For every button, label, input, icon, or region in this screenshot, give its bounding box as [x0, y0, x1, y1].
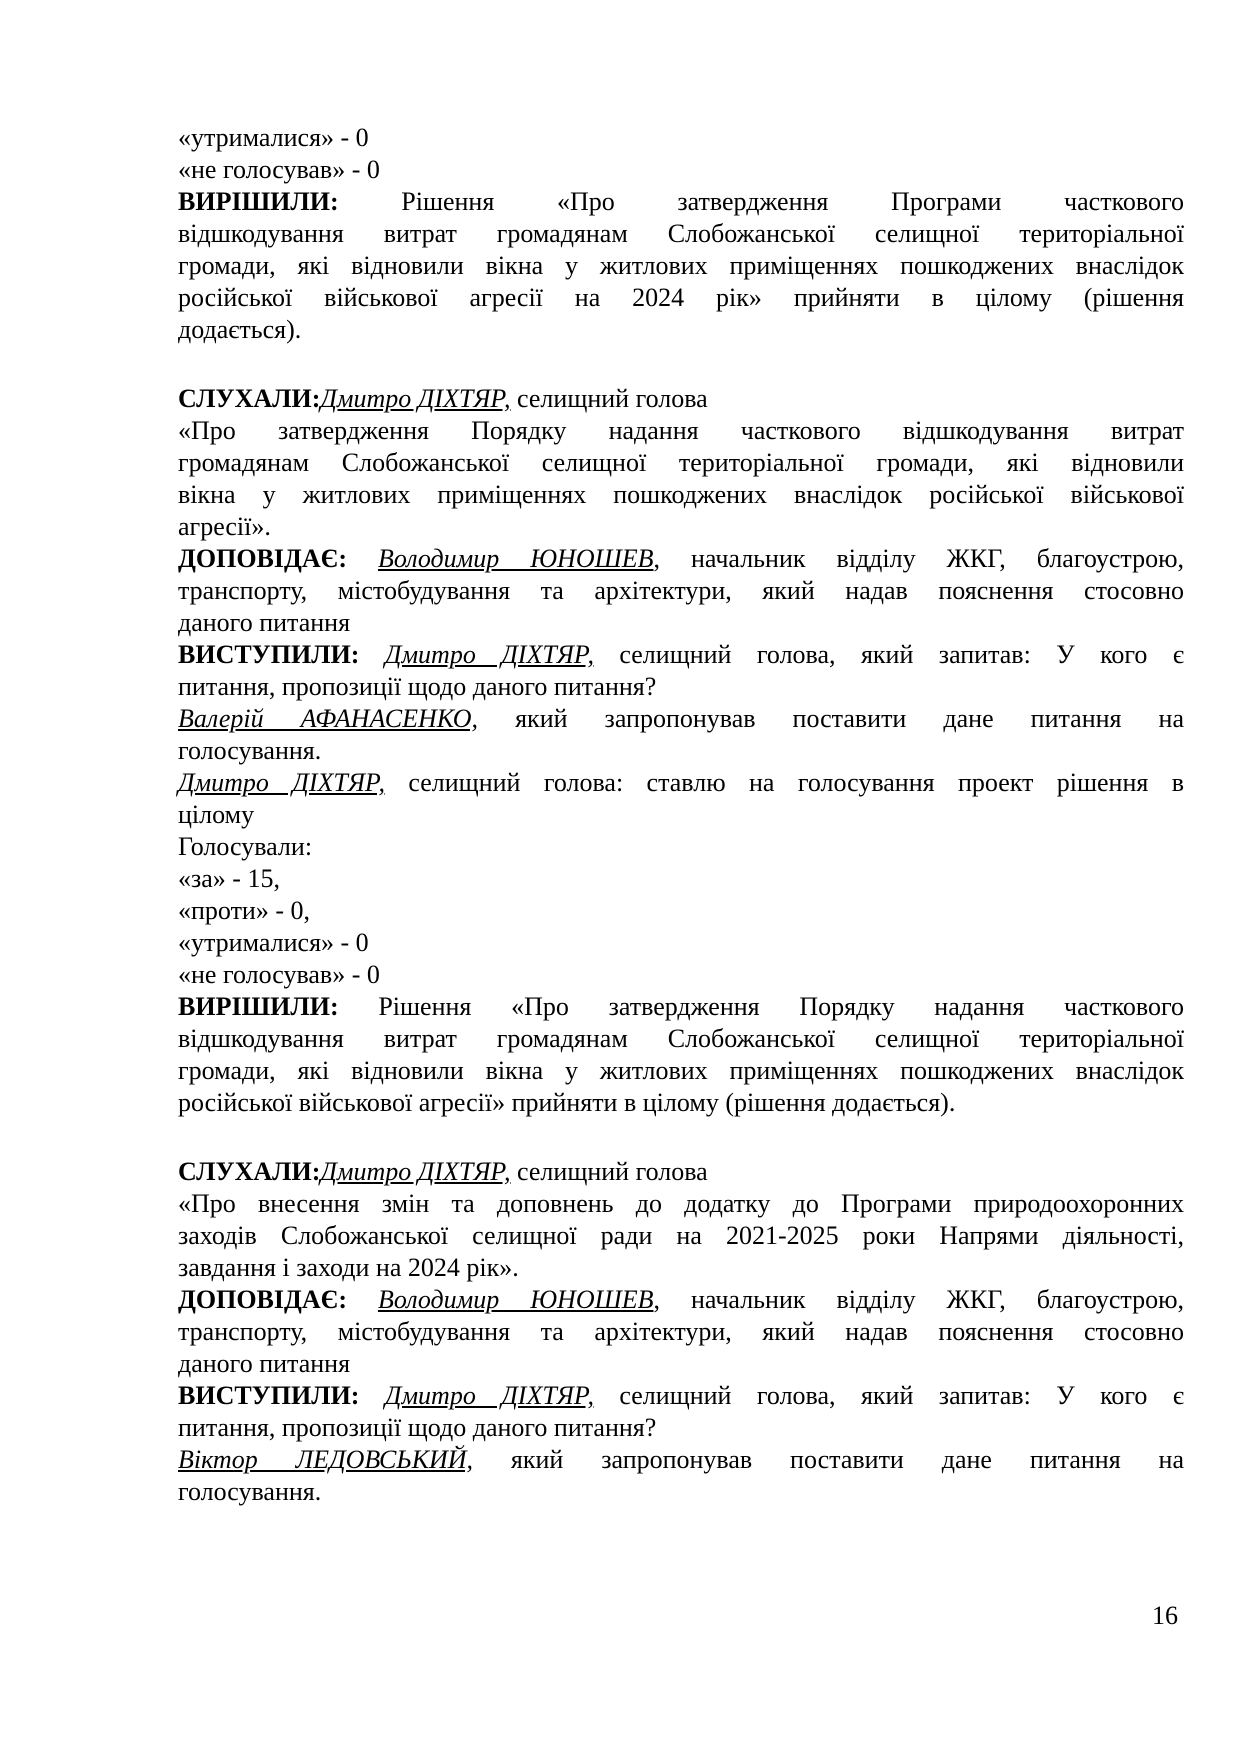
page-number: 16 — [1152, 1601, 1178, 1630]
item-title: «Про затвердження Порядку надання часткового відшкодування витрат — [178, 416, 1184, 445]
decided-line: додається). — [178, 315, 302, 344]
paragraph-gap — [178, 346, 1184, 383]
decided-line: російської військової агресії» прийняти в цілому (рішення додається). — [178, 1088, 956, 1117]
chair-line: цілому — [178, 800, 255, 829]
decided-line: відшкодування витрат громадянам Слобожанської селищної територіальної — [178, 219, 1184, 248]
speaker-name: Дмитро ДІХТЯР, — [178, 768, 386, 797]
report-line: ДОПОВІДАЄ: Володимир ЮНОШЕВ, начальник відділу ЖКГ, благоустрою, — [178, 1285, 1185, 1314]
vote-abstained: «утрималися» - 0 — [178, 928, 369, 957]
vote-not-voted: «не голосував» - 0 — [178, 960, 380, 989]
vote-abstained: «утрималися» - 0 — [178, 123, 369, 152]
vote-not-voted: «не голосував» - 0 — [178, 155, 380, 184]
decided-line: ВИРІШИЛИ: Рішення «Про затвердження Порядку надання часткового — [178, 992, 1184, 1021]
proposal-line: Віктор ЛЕДОВСЬКИЙ, який запропонував поставити дане питання на — [178, 1445, 1184, 1474]
reports-label: ДОПОВІДАЄ: — [178, 544, 347, 573]
decided-line: громади, які відновили вікна у житлових приміщеннях пошкоджених внаслідок — [178, 1056, 1184, 1085]
proposer-name: Валерій АФАНАСЕНКО, — [178, 704, 479, 733]
item-title: завдання і заходи на 2024 рік». — [178, 1253, 519, 1282]
item-title: вікна у житлових приміщеннях пошкоджених внаслідок російської військової — [178, 480, 1184, 509]
paragraph-gap — [178, 1119, 1184, 1156]
report-line: ДОПОВІДАЄ: Володимир ЮНОШЕВ, начальник відділу ЖКГ, благоустрою, — [178, 544, 1185, 573]
decided-line: громади, які відновили вікна у житлових приміщеннях пошкоджених внаслідок — [178, 251, 1184, 280]
decided-line: відшкодування витрат громадянам Слобожанської селищної територіальної — [178, 1024, 1184, 1053]
proposal-line: голосування. — [178, 736, 322, 765]
reporter-name: Володимир ЮНОШЕВ — [377, 1285, 654, 1314]
report-line: транспорту, містобудування та архітектури, який надав пояснення стосовно — [178, 1317, 1184, 1346]
spoke-line: ВИСТУПИЛИ: Дмитро ДІХТЯР, селищний голова, який запитав: У кого є — [178, 640, 1184, 669]
heard-line: СЛУХАЛИ:Дмитро ДІХТЯР, селищний голова — [178, 384, 708, 413]
reporter-name: Володимир ЮНОШЕВ — [377, 544, 654, 573]
vote-against: «проти» - 0, — [178, 896, 311, 925]
chair-line: Дмитро ДІХТЯР, селищний голова: ставлю на голосування проект рішення в — [178, 768, 1184, 797]
decided-line: ВИРІШИЛИ: Рішення «Про затвердження Програми часткового — [178, 187, 1184, 216]
speaker-name: Дмитро ДІХТЯР, — [320, 1157, 511, 1186]
spoke-line: питання, пропозиції щодо даного питання? — [178, 672, 657, 701]
proposer-name: Віктор ЛЕДОВСЬКИЙ, — [178, 1445, 474, 1474]
vote-for: «за» - 15, — [178, 864, 280, 893]
item-title: агресії». — [178, 512, 271, 541]
decided-label: ВИРІШИЛИ: — [178, 992, 339, 1021]
voted-label: Голосували: — [178, 832, 313, 861]
item-title: заходів Слобожанської селищної ради на 2021-2025 роки Напрями діяльності, — [178, 1221, 1184, 1250]
spoke-label: ВИСТУПИЛИ: — [178, 640, 360, 669]
item-title: громадянам Слобожанської селищної територіальної громади, які відновили — [178, 448, 1184, 477]
heard-label: СЛУХАЛИ: — [178, 384, 321, 413]
heard-label: СЛУХАЛИ: — [178, 1157, 321, 1186]
spoke-label: ВИСТУПИЛИ: — [178, 1381, 360, 1410]
proposal-line: Валерій АФАНАСЕНКО, який запропонував поставити дане питання на — [178, 704, 1184, 733]
decided-label: ВИРІШИЛИ: — [178, 187, 339, 216]
page-content — [178, 122, 1184, 1508]
decided-line: російської військової агресії на 2024 рік» прийняти в цілому (рішення — [178, 283, 1184, 312]
report-line: даного питання — [178, 1349, 351, 1378]
report-line: даного питання — [178, 608, 351, 637]
heard-line: СЛУХАЛИ:Дмитро ДІХТЯР, селищний голова — [178, 1157, 708, 1186]
speaker-name: Дмитро ДІХТЯР, — [320, 384, 511, 413]
reports-label: ДОПОВІДАЄ: — [178, 1285, 347, 1314]
speaker-name: Дмитро ДІХТЯР, — [384, 640, 594, 669]
spoke-line: питання, пропозиції щодо даного питання? — [178, 1413, 657, 1442]
report-line: транспорту, містобудування та архітектури, який надав пояснення стосовно — [178, 576, 1184, 605]
item-title: «Про внесення змін та доповнень до додатку до Програми природоохоронних — [178, 1189, 1184, 1218]
speaker-name: Дмитро ДІХТЯР, — [384, 1381, 594, 1410]
proposal-line: голосування. — [178, 1477, 322, 1506]
spoke-line: ВИСТУПИЛИ: Дмитро ДІХТЯР, селищний голова, який запитав: У кого є — [178, 1381, 1184, 1410]
